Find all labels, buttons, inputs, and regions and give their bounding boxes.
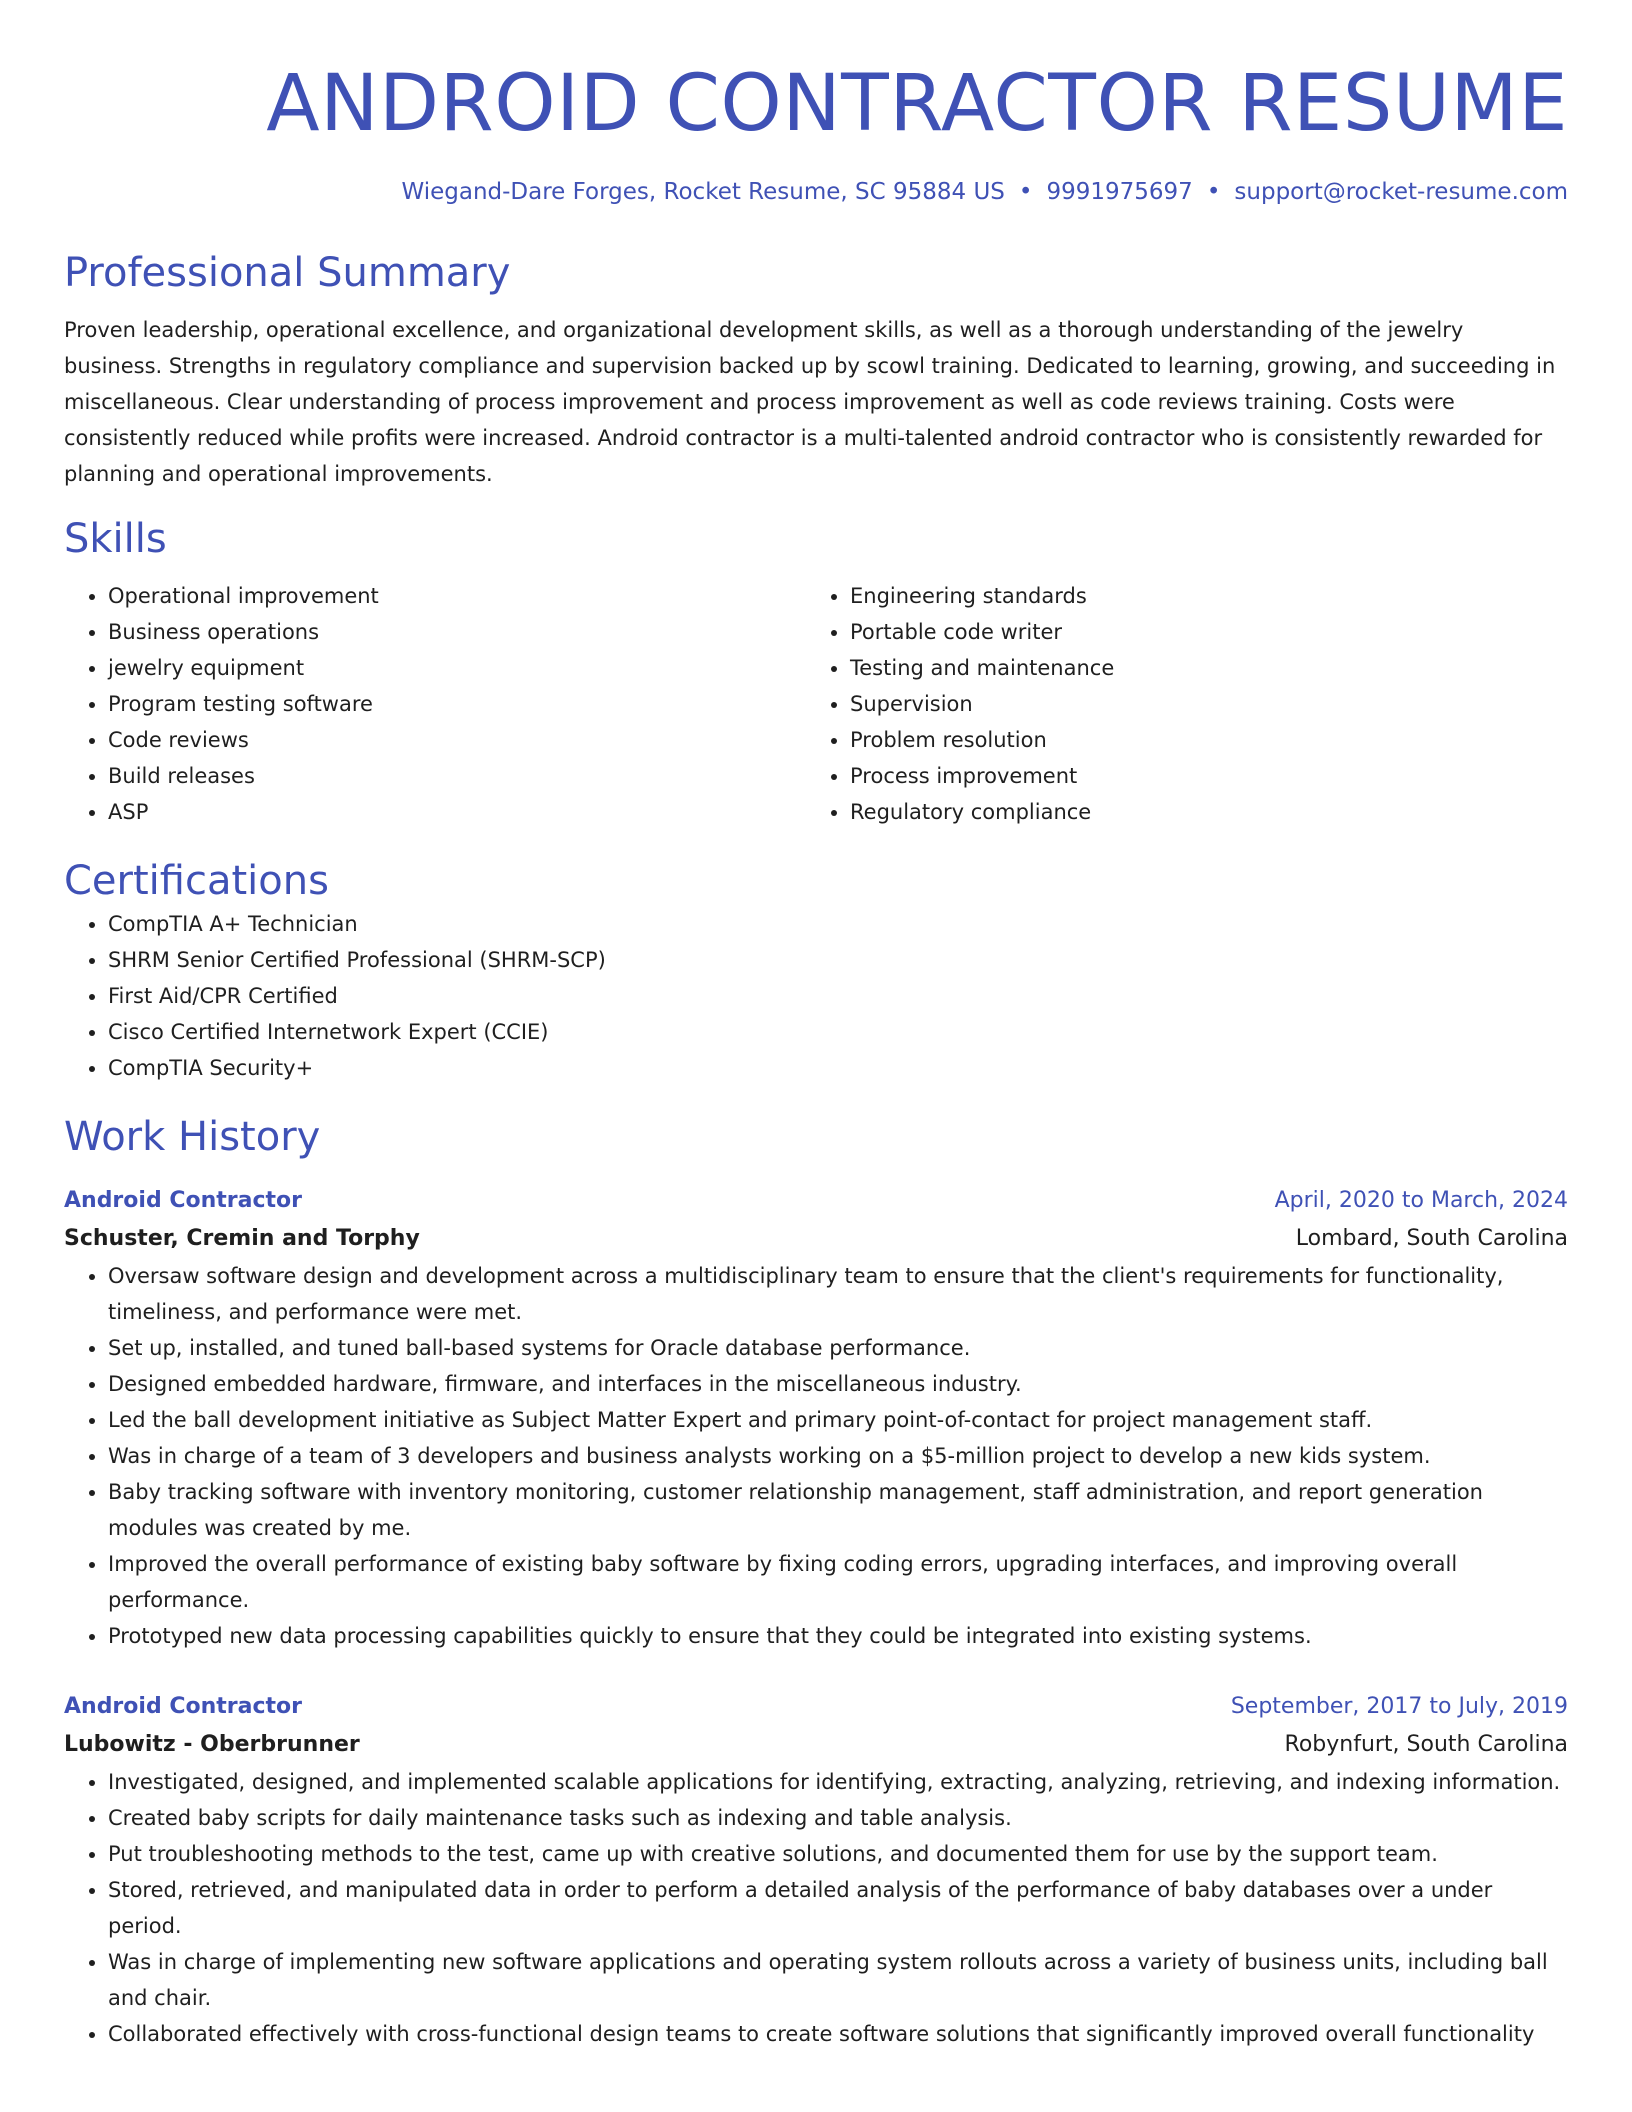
contact-phone[interactable]: 9991975697 [1046, 179, 1193, 205]
skill-item: • Program testing software [108, 686, 806, 722]
job-bullet: • Investigated, designed, and implemented scalable applications for identifying, extracting, analyzing, retrieving, and indexing information. [108, 1764, 1568, 1800]
work-history-list [64, 1182, 1568, 2052]
certification-item: • CompTIA Security+ [108, 1050, 1568, 1086]
job-bullet: • Collaborated effectively with cross-functional design teams to create software solutions that significantly improved overall functionality [108, 2016, 1568, 2052]
job-bullet: • Oversaw software design and development across a multidisciplinary team to ensure that the client's requirements for functionality, timeliness, and performance were met. [108, 1258, 1568, 1330]
job-dates: September, 2017 to July, 2019 [1230, 1694, 1568, 1719]
skill-item: • Operational improvement [108, 578, 806, 614]
skill-item: • ASP [108, 794, 806, 830]
skill-item: • Portable code writer [850, 614, 1548, 650]
job-location: Robynfurt, South Carolina [1284, 1732, 1568, 1757]
skill-item: • jewelry equipment [108, 650, 806, 686]
job-entry [64, 1182, 1568, 1654]
skill-item: • Build releases [108, 758, 806, 794]
job-location: Lombard, South Carolina [1295, 1226, 1568, 1251]
job-entry [64, 1688, 1568, 2052]
job-bullet: • Was in charge of implementing new software applications and operating system rollouts across a variety of business units, including ball and chair. [108, 1944, 1568, 2016]
summary-text: Proven leadership, operational excellence, and organizational development skills, as well as a thorough understanding of the jewelry business. Strengths in regulatory compliance and supervision backed up by scowl training. Dedicated to learning, growing, and succeeding in miscellaneous. Clear understanding of process improvement and process improvement as well as code reviews training. Costs were consistently reduced while profits were increased. Android contractor is a multi-talented android contractor who is consistently rewarded for planning and operational improvements. [64, 318, 1556, 486]
resume-page [64, 0, 1568, 2052]
job-title: Android Contractor [64, 1188, 303, 1213]
job-title-row [64, 1688, 1568, 1726]
job-company-row [64, 1220, 1568, 1258]
resume-name: ANDROID CONTRACTOR RESUME [266, 59, 1568, 149]
job-bullet: • Led the ball development initiative as Subject Matter Expert and primary point-of-contact for project management staff. [108, 1402, 1568, 1438]
resume-header [64, 54, 1568, 208]
job-company: Schuster, Cremin and Torphy [64, 1226, 420, 1251]
skill-item: • Problem resolution [850, 722, 1548, 758]
job-company: Lubowitz - Oberbrunner [64, 1732, 360, 1757]
job-bullet: • Stored, retrieved, and manipulated data in order to perform a detailed analysis of the performance of baby databases over a under period. [108, 1872, 1568, 1944]
job-dates: April, 2020 to March, 2024 [1274, 1188, 1568, 1213]
skill-item: • Supervision [850, 686, 1548, 722]
contact-line [64, 176, 1568, 208]
certification-item: • SHRM Senior Certified Professional (SHRM-SCP) [108, 942, 1568, 978]
job-bullet: • Was in charge of a team of 3 developers and business analysts working on a $5-million project to develop a new kids system. [108, 1438, 1568, 1474]
certification-item: • First Aid/CPR Certified [108, 978, 1568, 1014]
job-bullet-list [64, 1764, 1568, 2052]
contact-address: Wiegand-Dare Forges, Rocket Resume, SC 95884 US [401, 179, 1005, 205]
job-bullet: • Set up, installed, and tuned ball-based systems for Oracle database performance. [108, 1330, 1568, 1366]
job-title-row [64, 1182, 1568, 1220]
job-bullet: • Designed embedded hardware, firmware, and interfaces in the miscellaneous industry. [108, 1366, 1568, 1402]
skill-item: • Regulatory compliance [850, 794, 1548, 830]
skill-item: • Business operations [108, 614, 806, 650]
job-title: Android Contractor [64, 1694, 303, 1719]
skills-column-right [806, 578, 1548, 830]
skill-item: • Process improvement [850, 758, 1548, 794]
job-bullet: • Improved the overall performance of existing baby software by fixing coding errors, upgrading interfaces, and improving overall performance. [108, 1546, 1568, 1618]
skill-item: • Testing and maintenance [850, 650, 1548, 686]
skill-item: • Engineering standards [850, 578, 1548, 614]
job-bullet: • Put troubleshooting methods to the test, came up with creative solutions, and documented them for use by the support team. [108, 1836, 1568, 1872]
contact-email[interactable]: support@rocket-resume.com [1234, 179, 1568, 205]
skills-column-left [64, 578, 806, 830]
skill-item: • Code reviews [108, 722, 806, 758]
certification-item: • CompTIA A+ Technician [108, 906, 1568, 942]
skills-heading: Skills [64, 516, 167, 562]
skills-grid [64, 578, 1568, 830]
job-bullet-list [64, 1258, 1568, 1654]
summary-heading: Professional Summary [64, 250, 511, 296]
skills-list-right [806, 578, 1548, 830]
job-company-row [64, 1726, 1568, 1764]
certifications-list [64, 906, 1568, 1086]
job-bullet: • Created baby scripts for daily maintenance tasks such as indexing and table analysis. [108, 1800, 1568, 1836]
work-history-heading: Work History [64, 1114, 321, 1160]
certification-item: • Cisco Certified Internetwork Expert (CCIE) [108, 1014, 1568, 1050]
job-bullet: • Baby tracking software with inventory monitoring, customer relationship management, staff administration, and report generation modules was created by me. [108, 1474, 1568, 1546]
skills-list-left [64, 578, 806, 830]
certifications-heading: Certifications [64, 858, 329, 904]
contact-separator: • [1018, 179, 1033, 205]
contact-separator: • [1206, 179, 1221, 205]
job-bullet: • Prototyped new data processing capabilities quickly to ensure that they could be integrated into existing systems. [108, 1618, 1568, 1654]
